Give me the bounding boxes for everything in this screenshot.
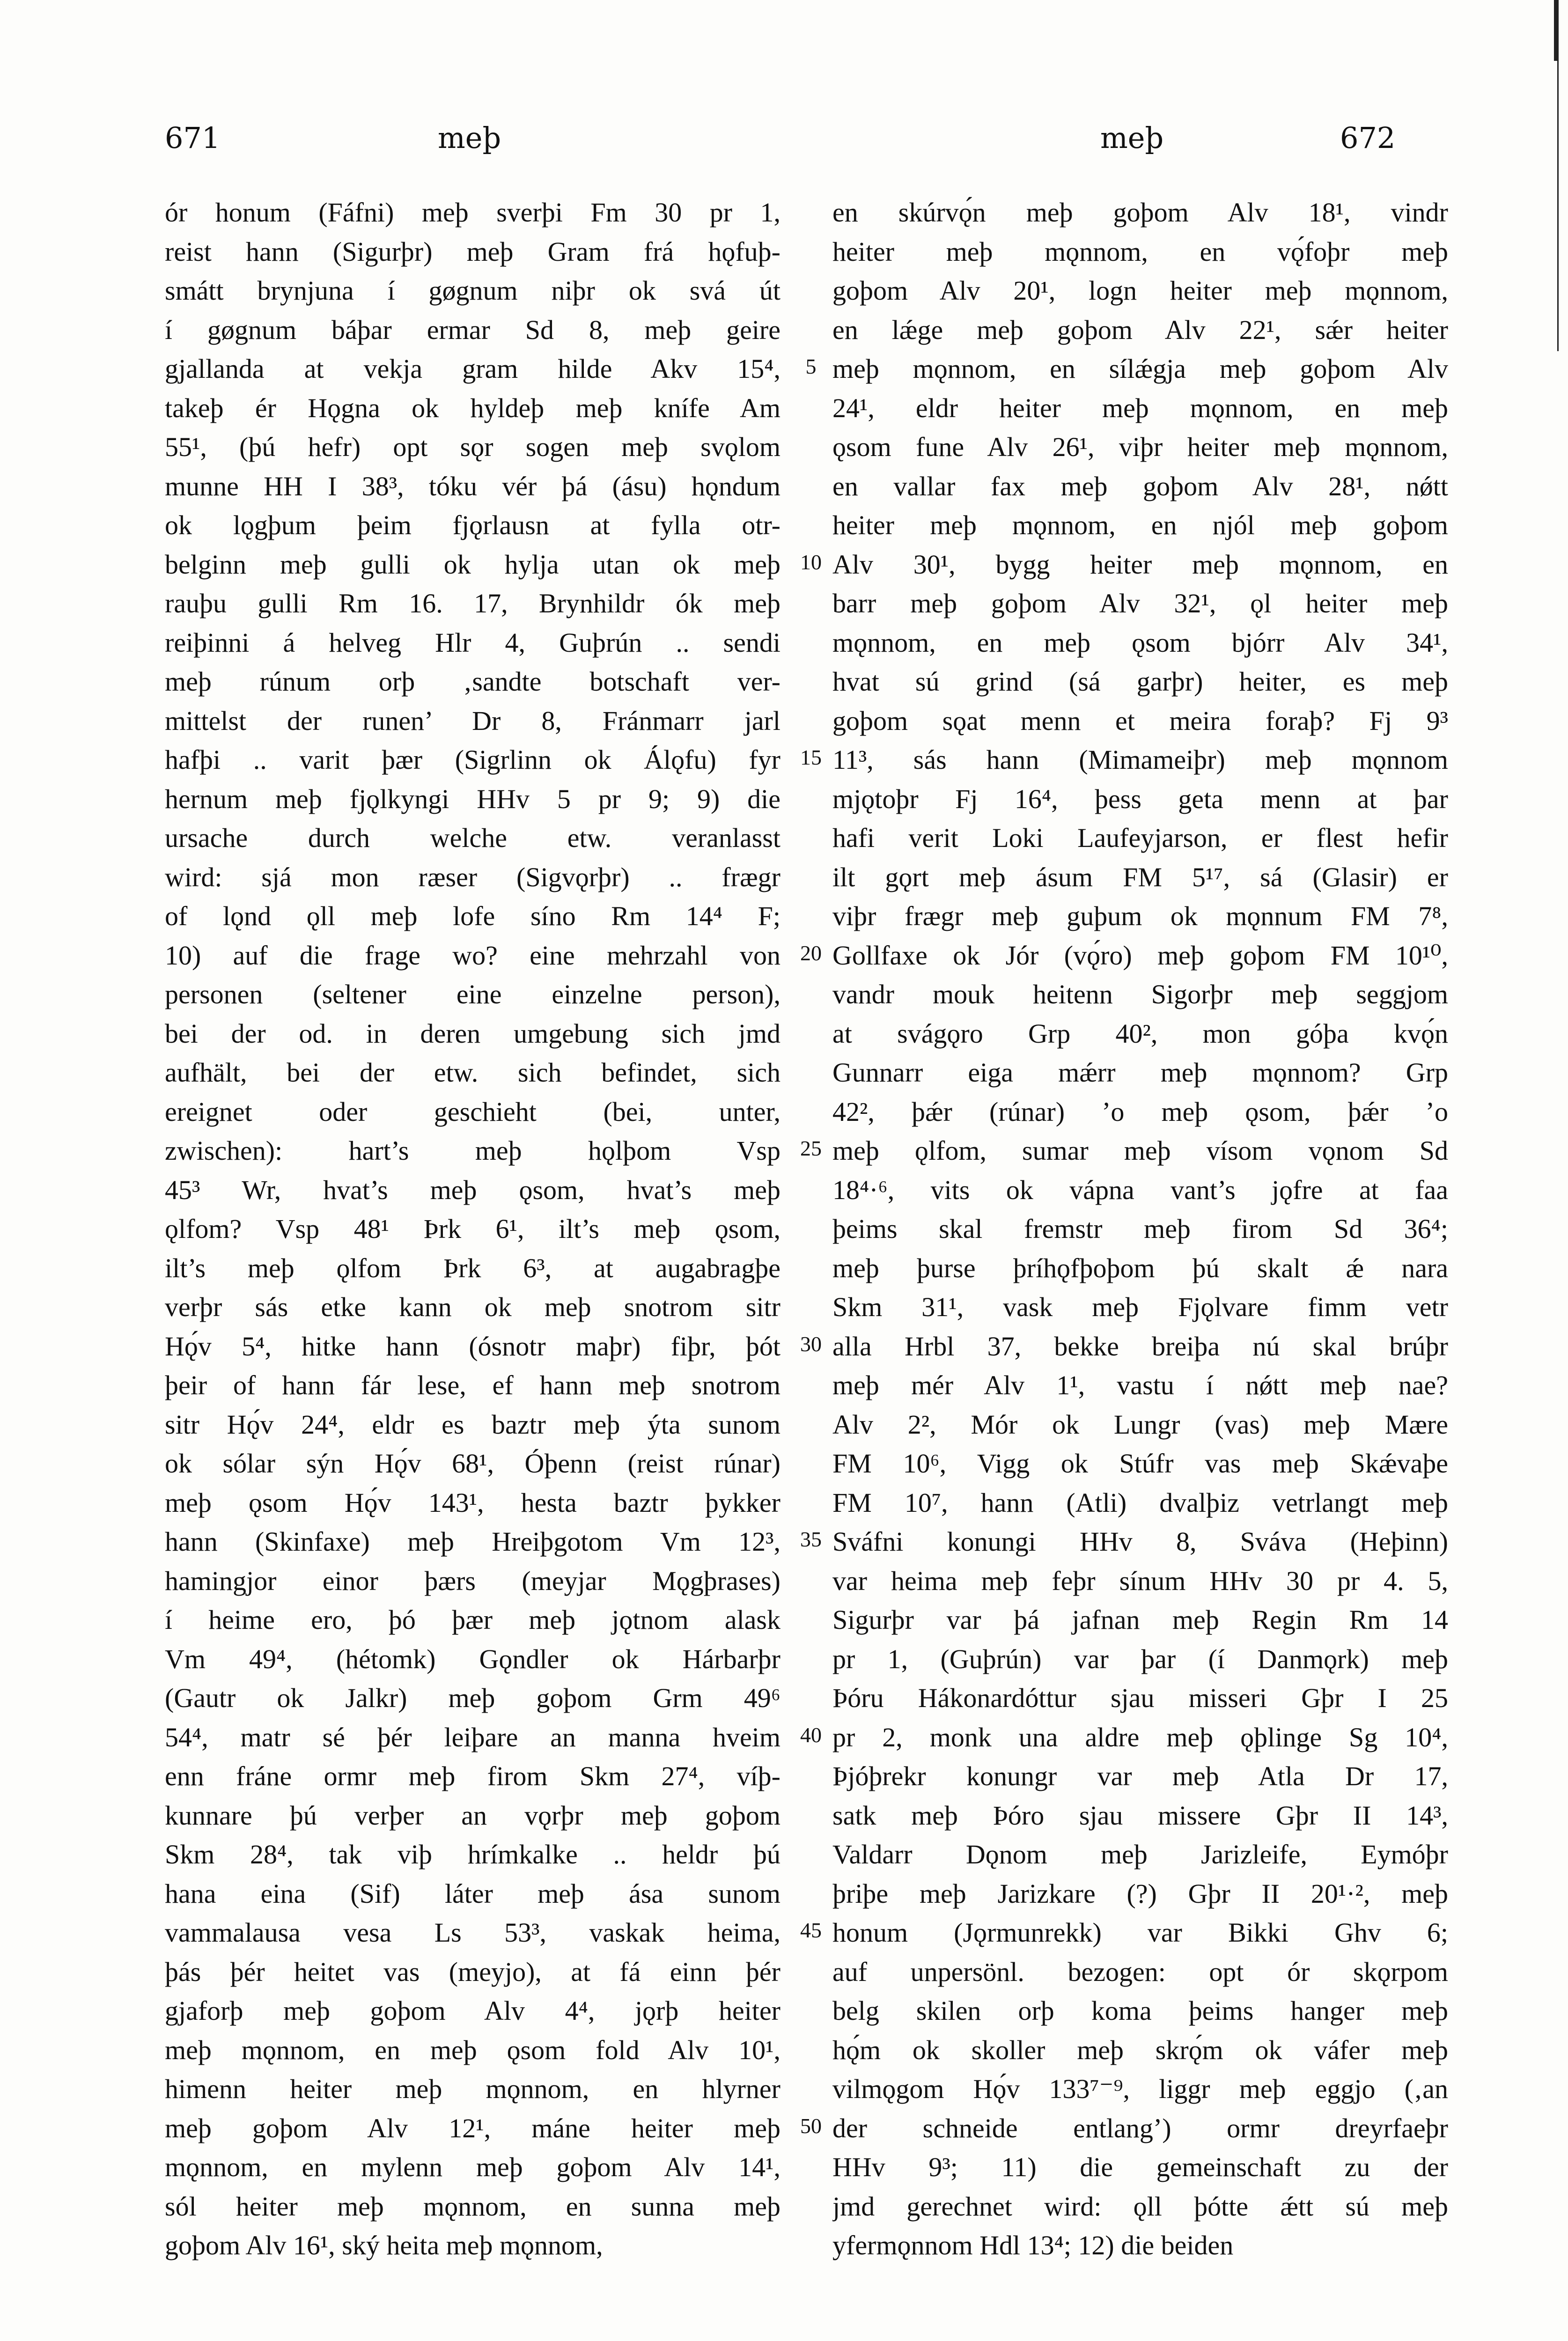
right-column-line: Sigurþr var þá jafnan meþ Regin Rm 14 (832, 1605, 1448, 1635)
line-number: 45 (800, 1918, 822, 1942)
left-column-line: reist hann (Sigurþr) meþ Gram frá hǫfuþ- (165, 236, 780, 267)
left-column-line: gjallanda at vekja gram hilde Akv 15⁴, (165, 353, 780, 384)
left-column-line: himenn heiter meþ mǫnnom, en hlyrner (165, 2074, 780, 2104)
right-column-line: meþ mǫnnom, en sílǽgja meþ goþom Alv (832, 353, 1448, 384)
left-column-line: aufhält, bei der etw. sich befindet, sich (165, 1057, 780, 1088)
right-column-line: vandr mouk heitenn Sigorþr meþ seggjom (832, 979, 1448, 1009)
right-column-line: FM 10⁶, Vigg ok Stúfr vas meþ Skǽvaþe (832, 1448, 1448, 1479)
right-column-line: Skm 31¹, vask meþ Fjǫlvare fimm vetr (832, 1292, 1448, 1322)
right-column-line: meþ mér Alv 1¹, vastu í nǿtt meþ nae? (832, 1370, 1448, 1400)
right-column-line: Þóru Hákonardóttur sjau misseri Gþr I 25 (832, 1683, 1448, 1713)
right-column-line: hafi verit Loki Laufeyjarson, er flest hefir (832, 823, 1448, 853)
left-column-line: ereignet oder geschieht (bei, unter, (165, 1096, 780, 1127)
left-column-line: 10) auf die frage wo? eine mehrzahl von (165, 940, 780, 971)
left-column-line: zwischen): hart’s meþ hǫlþom Vsp (165, 1135, 780, 1166)
left-column-line: rauþu gulli Rm 16. 17, Brynhildr ók meþ (165, 588, 780, 618)
right-column-line: Alv 30¹, bygg heiter meþ mǫnnom, en (832, 549, 1448, 580)
left-column-line: þás þér heitet vas (meyjo), at fá einn þér (165, 1956, 780, 1987)
left-column-line: ǫlfom? Vsp 48¹ Þrk 6¹, ilt’s meþ ǫsom, (165, 1214, 780, 1244)
left-column-line: enn fráne ormr meþ firom Skm 27⁴, víþ- (165, 1761, 780, 1791)
running-head-right: meþ (1100, 121, 1164, 155)
right-column-line: Þjóþrekr konungr var meþ Atla Dr 17, (832, 1761, 1448, 1791)
right-column-line: heiter meþ mǫnnom, en vǫ́foþr meþ (832, 236, 1448, 267)
left-column-line: reiþinni á helveg Hlr 4, Guþrún .. sendi (165, 627, 780, 658)
right-column-line: hǫ́m ok skoller meþ skrǫ́m ok váfer meþ (832, 2034, 1448, 2065)
left-column-line: belginn meþ gulli ok hylja utan ok meþ (165, 549, 780, 580)
left-column-line: wird: sjá mon ræser (Sigvǫrþr) .. frægr (165, 861, 780, 892)
right-column-line: Valdarr Dǫnom meþ Jarizleife, Eymóþr (832, 1839, 1448, 1870)
page-number-right: 672 (1340, 121, 1396, 155)
left-column (165, 193, 780, 2265)
right-column-line: pr 2, monk una aldre meþ ǫþlinge Sg 10⁴, (832, 1722, 1448, 1752)
running-head-left: meþ (438, 121, 501, 155)
line-number: 40 (800, 1723, 822, 1747)
line-number: 15 (800, 745, 822, 769)
right-column-line: ilt gǫrt meþ ásum FM 5¹⁷, sá (Glasir) er (832, 861, 1448, 892)
right-column-line: ǫsom fune Alv 26¹, viþr heiter meþ mǫnnom, (832, 432, 1448, 462)
right-column-line: Sváfni konungi HHv 8, Sváva (Heþinn) (832, 1526, 1448, 1557)
left-column-line: ok lǫgþum þeim fjǫrlausn at fylla otr- (165, 510, 780, 540)
right-column-line: þeims skal fremstr meþ firom Sd 36⁴; (832, 1214, 1448, 1244)
left-column-line: í gøgnum báþar ermar Sd 8, meþ geire (165, 314, 780, 345)
left-column-line: goþom Alv 16¹, ský heita meþ mǫnnom, (165, 2230, 603, 2260)
right-column-line: 42², þǽr (rúnar) ’o meþ ǫsom, þǽr ’o (832, 1096, 1448, 1127)
page-edge-mark (1554, 0, 1559, 61)
page-number-left: 671 (165, 121, 221, 155)
right-column-line: jmd gerechnet wird: ǫll þótte ǽtt sú meþ (832, 2191, 1448, 2222)
left-column-line: sól heiter meþ mǫnnom, en sunna meþ (165, 2191, 780, 2222)
left-column-line: meþ ǫsom Hǫ́v 143¹, hesta baztr þykker (165, 1487, 780, 1518)
right-column-line: goþom Alv 20¹, logn heiter meþ mǫnnom, (832, 275, 1448, 306)
right-column-line: pr 1, (Guþrún) var þar (í Danmǫrk) meþ (832, 1643, 1448, 1674)
left-column-line: mittelst der runen’ Dr 8, Fránmarr jarl (165, 705, 780, 736)
right-column-line: satk meþ Þóro sjau missere Gþr II 14³, (832, 1800, 1448, 1831)
page-edge-line (1557, 61, 1559, 351)
left-column-line: mǫnnom, en mylenn meþ goþom Alv 14¹, (165, 2152, 780, 2182)
left-column-line: hana eina (Sif) láter meþ ása sunom (165, 1878, 780, 1909)
right-column-line: en vallar fax meþ goþom Alv 28¹, nǿtt (832, 471, 1448, 501)
right-column-line: Gunnarr eiga mǽrr meþ mǫnnom? Grp (832, 1057, 1448, 1088)
right-column-line: meþ þurse þríhǫfþoþom þú skalt ǽ nara (832, 1252, 1448, 1283)
left-column-line: hafþi .. varit þær (Sigrlinn ok Álǫfu) fyr (165, 744, 780, 775)
right-column-line: yfermǫnnom Hdl 13⁴; 12) die beiden (832, 2230, 1234, 2260)
left-column-line: verþr sás etke kann ok meþ snotrom sitr (165, 1292, 780, 1322)
left-column-line: ilt’s meþ ǫlfom Þrk 6³, at augabragþe (165, 1252, 780, 1283)
left-column-line: meþ goþom Alv 12¹, máne heiter meþ (165, 2113, 780, 2143)
right-column-line: vilmǫgom Hǫ́v 133⁷⁻⁹, liggr meþ eggjo (‚an (832, 2074, 1448, 2104)
line-number: 10 (800, 550, 822, 574)
right-column-line: at svágǫro Grp 40², mon góþa kvǫ́n (832, 1018, 1448, 1049)
left-column-line: meþ rúnum orþ ‚sandte botschaft ver- (165, 666, 780, 697)
right-column-line: honum (Jǫrmunrekk) var Bikki Ghv 6; (832, 1917, 1448, 1948)
right-column-line: meþ ǫlfom, sumar meþ vísom vǫnom Sd (832, 1135, 1448, 1166)
left-column-line: í heime ero, þó þær meþ jǫtnom alask (165, 1605, 780, 1635)
right-column-line: HHv 9³; 11) die gemeinschaft zu der (832, 2152, 1448, 2182)
left-column-line: Vm 49⁴, (hétomk) Gǫndler ok Hárbarþr (165, 1643, 780, 1674)
left-column-line: smátt brynjuna í gøgnum niþr ok svá út (165, 275, 780, 306)
left-column-line: Skm 28⁴, tak viþ hrímkalke .. heldr þú (165, 1839, 780, 1870)
left-column-line: ok sólar sýn Hǫ́v 68¹, Óþenn (reist rúnar) (165, 1448, 780, 1479)
left-column-line: hernum meþ fjǫlkyngi HHv 5 pr 9; 9) die (165, 783, 780, 814)
left-column-line: bei der od. in deren umgebung sich jmd (165, 1018, 780, 1049)
left-column-line: þeir of hann fár lese, ef hann meþ snotrom (165, 1370, 780, 1400)
right-column-line: FM 10⁷, hann (Atli) dvalþiz vetrlangt meþ (832, 1487, 1448, 1518)
line-number: 20 (800, 941, 822, 965)
right-column-line: hvat sú grind (sá garþr) heiter, es meþ (832, 666, 1448, 697)
left-column-line: personen (seltener eine einzelne person), (165, 979, 780, 1009)
line-number: 5 (805, 354, 817, 378)
right-column-line: alla Hrbl 37, bekke breiþa nú skal brúþr (832, 1331, 1448, 1362)
left-column-line: 55¹, (þú hefr) opt sǫr sogen meþ svǫlom (165, 432, 780, 462)
right-column-line: viþr frægr meþ guþum ok mǫnnum FM 7⁸, (832, 901, 1448, 931)
right-column (832, 193, 1448, 2265)
left-column-line: (Gautr ok Jalkr) meþ goþom Grm 49⁶ (165, 1683, 780, 1713)
right-column-line: Gollfaxe ok Jór (vǫ́ro) meþ goþom FM 10¹⁰, (832, 940, 1448, 971)
left-column-line: Hǫ́v 5⁴, hitke hann (ósnotr maþr) fiþr, þót (165, 1331, 780, 1362)
left-column-line: hamingjor einor þærs (meyjar Mǫgþrases) (165, 1565, 780, 1596)
left-column-line: gjaforþ meþ goþom Alv 4⁴, jǫrþ heiter (165, 1995, 780, 2026)
right-column-line: goþom sǫat menn et meira foraþ? Fj 9³ (832, 705, 1448, 736)
left-column-line: takeþ ér Hǫgna ok hyldeþ meþ knífe Am (165, 392, 780, 423)
right-column-line: var heima meþ feþr sínum HHv 30 pr 4. 5, (832, 1565, 1448, 1596)
left-column-line: 45³ Wr, hvat’s meþ ǫsom, hvat’s meþ (165, 1174, 780, 1205)
right-column-line: der schneide entlang’) ormr dreyrfaeþr (832, 2113, 1448, 2143)
right-column-line: 11³, sás hann (Mimameiþr) meþ mǫnnom (832, 744, 1448, 775)
left-column-line: sitr Hǫ́v 24⁴, eldr es baztr meþ ýta sunom (165, 1409, 780, 1440)
left-column-line: hann (Skinfaxe) meþ Hreiþgotom Vm 12³, (165, 1526, 780, 1557)
right-column-line: 18⁴·⁶, vits ok vápna vant’s jǫfre at faa (832, 1174, 1448, 1205)
right-column-line: 24¹, eldr heiter meþ mǫnnom, en meþ (832, 392, 1448, 423)
line-number: 30 (800, 1332, 822, 1356)
left-column-line: meþ mǫnnom, en meþ ǫsom fold Alv 10¹, (165, 2034, 780, 2065)
right-column-line: Alv 2², Mór ok Lungr (vas) meþ Mære (832, 1409, 1448, 1440)
left-column-line: munne HH I 38³, tóku vér þá (ásu) hǫndum (165, 471, 780, 501)
right-column-line: mjǫtoþr Fj 16⁴, þess geta menn at þar (832, 783, 1448, 814)
line-number: 25 (800, 1136, 822, 1160)
left-column-line: ursache durch welche etw. veranlasst (165, 823, 780, 853)
right-column-line: en skúrvǫ́n meþ goþom Alv 18¹, vindr (832, 197, 1448, 228)
right-column-line: þriþe meþ Jarizkare (?) Gþr II 20¹·², meþ (832, 1878, 1448, 1909)
left-column-line: kunnare þú verþer an vǫrþr meþ goþom (165, 1800, 780, 1831)
right-column-line: auf unpersönl. bezogen: opt ór skǫrpom (832, 1956, 1448, 1987)
left-column-line: 54⁴, matr sé þér leiþare an manna hveim (165, 1722, 780, 1752)
right-column-line: mǫnnom, en meþ ǫsom bjórr Alv 34¹, (832, 627, 1448, 658)
right-column-line: en lǽge meþ goþom Alv 22¹, sǽr heiter (832, 314, 1448, 345)
right-column-line: belg skilen orþ koma þeims hanger meþ (832, 1995, 1448, 2026)
right-column-line: barr meþ goþom Alv 32¹, ǫl heiter meþ (832, 588, 1448, 618)
left-column-line: vammalausa vesa Ls 53³, vaskak heima, (165, 1917, 780, 1948)
line-number: 35 (800, 1527, 822, 1551)
left-column-line: of lǫnd ǫll meþ lofe síno Rm 14⁴ F; (165, 901, 780, 931)
right-column-line: heiter meþ mǫnnom, en njól meþ goþom (832, 510, 1448, 540)
line-number: 50 (800, 2113, 822, 2138)
left-column-line: ór honum (Fáfni) meþ sverþi Fm 30 pr 1, (165, 197, 780, 228)
